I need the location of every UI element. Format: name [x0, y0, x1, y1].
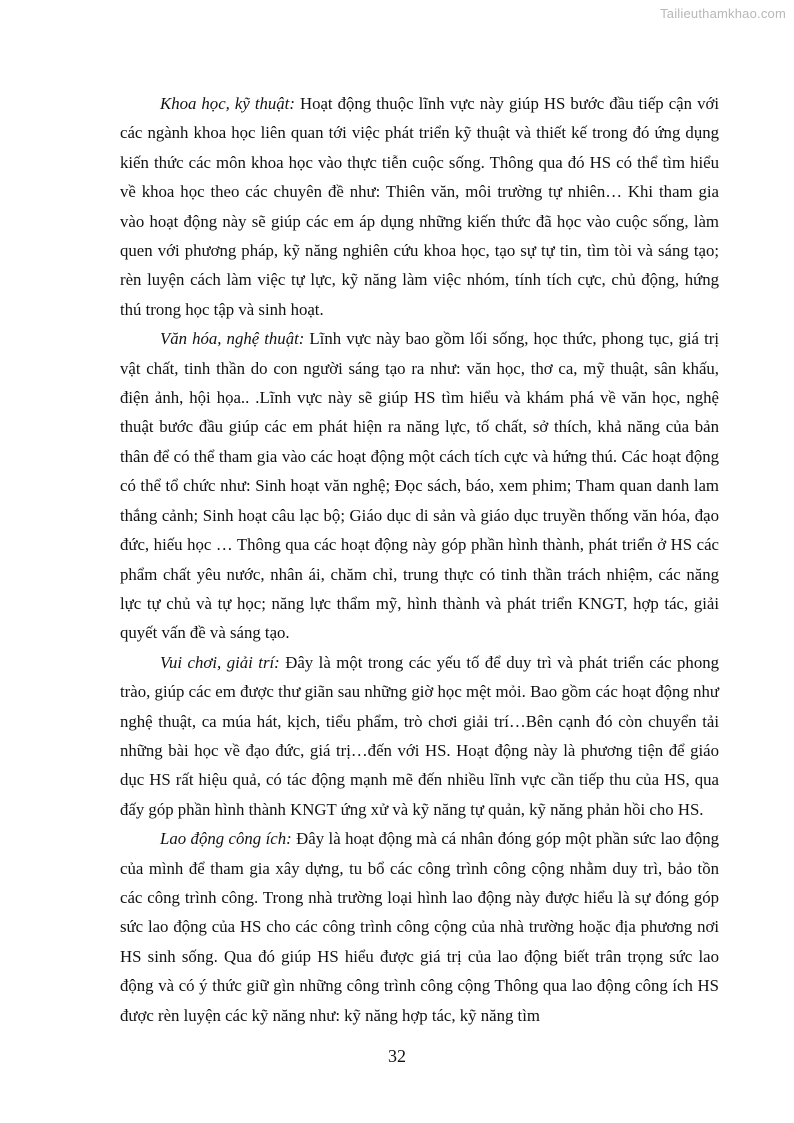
paragraph-text: Đây là hoạt động mà cá nhân đóng góp một phần sức lao động của mình để tham gia xây dựng, tu bổ các công trình công cộng nhằm duy trì, bảo tồn các công trình công. Trong nhà trường loại hình lao động này được hiểu là sự đóng góp sức lao động của HS cho các công trình công cộng của nhà trường hoặc địa phương nơi HS sinh sống. Qua đó giúp HS hiểu được giá trị của lao động biết trân trọng sức lao động và có ý thức giữ gìn những công trình công cộng Thông qua lao động công ích HS được rèn luyện các kỹ năng như: kỹ năng hợp tác, kỹ năng tìm — [120, 829, 719, 1025]
document-body — [120, 89, 719, 1030]
paragraph-lao-dong — [120, 824, 719, 1030]
watermark: Tailieuthamkhao.com — [660, 6, 786, 21]
paragraph-khoa-hoc — [120, 89, 719, 324]
paragraph-text: Hoạt động thuộc lĩnh vực này giúp HS bước đầu tiếp cận với các ngành khoa học liên quan tới việc phát triển kỹ thuật và thiết kế trong đó ứng dụng kiến thức các môn khoa học vào thực tiễn cuộc sống. Thông qua đó HS có thể tìm hiểu về khoa học theo các chuyên đề như: Thiên văn, môi trường tự nhiên… Khi tham gia vào hoạt động này sẽ giúp các em áp dụng những kiến thức đã học vào cuộc sống, làm quen với phương pháp, kỹ năng nghiên cứu khoa học, tạo sự tự tin, tìm tòi và sáng tạo; rèn luyện cách làm việc tự lực, kỹ năng làm việc nhóm, tính tích cực, chủ động, hứng thú trong học tập và sinh hoạt. — [120, 94, 719, 319]
paragraph-lead: Vui chơi, giải trí: — [160, 652, 280, 672]
paragraph-lead: Văn hóa, nghệ thuật: — [160, 329, 305, 349]
paragraph-lead: Lao động công ích: — [160, 829, 292, 849]
paragraph-lead: Khoa học, kỹ thuật: — [160, 94, 295, 113]
paragraph-text: Lĩnh vực này bao gồm lối sống, học thức, phong tục, giá trị vật chất, tinh thần do con người sáng tạo ra như: văn học, thơ ca, mỹ thuật, sân khấu, điện ảnh, hội họa.. .Lĩnh vực này sẽ giúp HS tìm hiểu và khám phá về văn học, nghệ thuật bước đầu giúp các em phát hiện ra năng lực, tố chất, sở thích, khả năng của bản thân để có thể tham gia vào các hoạt động một cách tích cực và hứng thú. Các hoạt động có thể tổ chức như: Sinh hoạt văn nghệ; Đọc sách, báo, xem phim; Tham quan danh lam thắng cảnh; Sinh hoạt câu lạc bộ; Giáo dục di sản và giáo dục truyền thống văn hóa, đạo đức, hiếu học … Thông qua các hoạt động này góp phần hình thành, phát triển ở HS các phẩm chất yêu nước, nhân ái, chăm chỉ, trung thực có tinh thần trách nhiệm, các năng lực tự chủ và tự học; năng lực thẩm mỹ, hình thành và phát triển KNGT, hợp tác, giải quyết vấn đề và sáng tạo. — [120, 329, 719, 643]
paragraph-van-hoa — [120, 324, 719, 647]
paragraph-text: Đây là một trong các yếu tố để duy trì và phát triển các phong trào, giúp các em được thư giãn sau những giờ học mệt mỏi. Bao gồm các hoạt động như nghệ thuật, ca múa hát, kịch, tiểu phẩm, trò chơi giải trí…Bên cạnh đó còn chuyển tải những bài học về đạo đức, giá trị…đến với HS. Hoạt động này là phương tiện để giáo dục HS rất hiệu quả, có tác động mạnh mẽ đến nhiều lĩnh vực cần tiếp thu của HS, qua đấy góp phần hình thành KNGT ứng xử và kỹ năng tự quản, kỹ năng phản hồi cho HS. — [120, 652, 719, 819]
paragraph-vui-choi — [120, 648, 719, 824]
page-number: 32 — [388, 1046, 406, 1066]
